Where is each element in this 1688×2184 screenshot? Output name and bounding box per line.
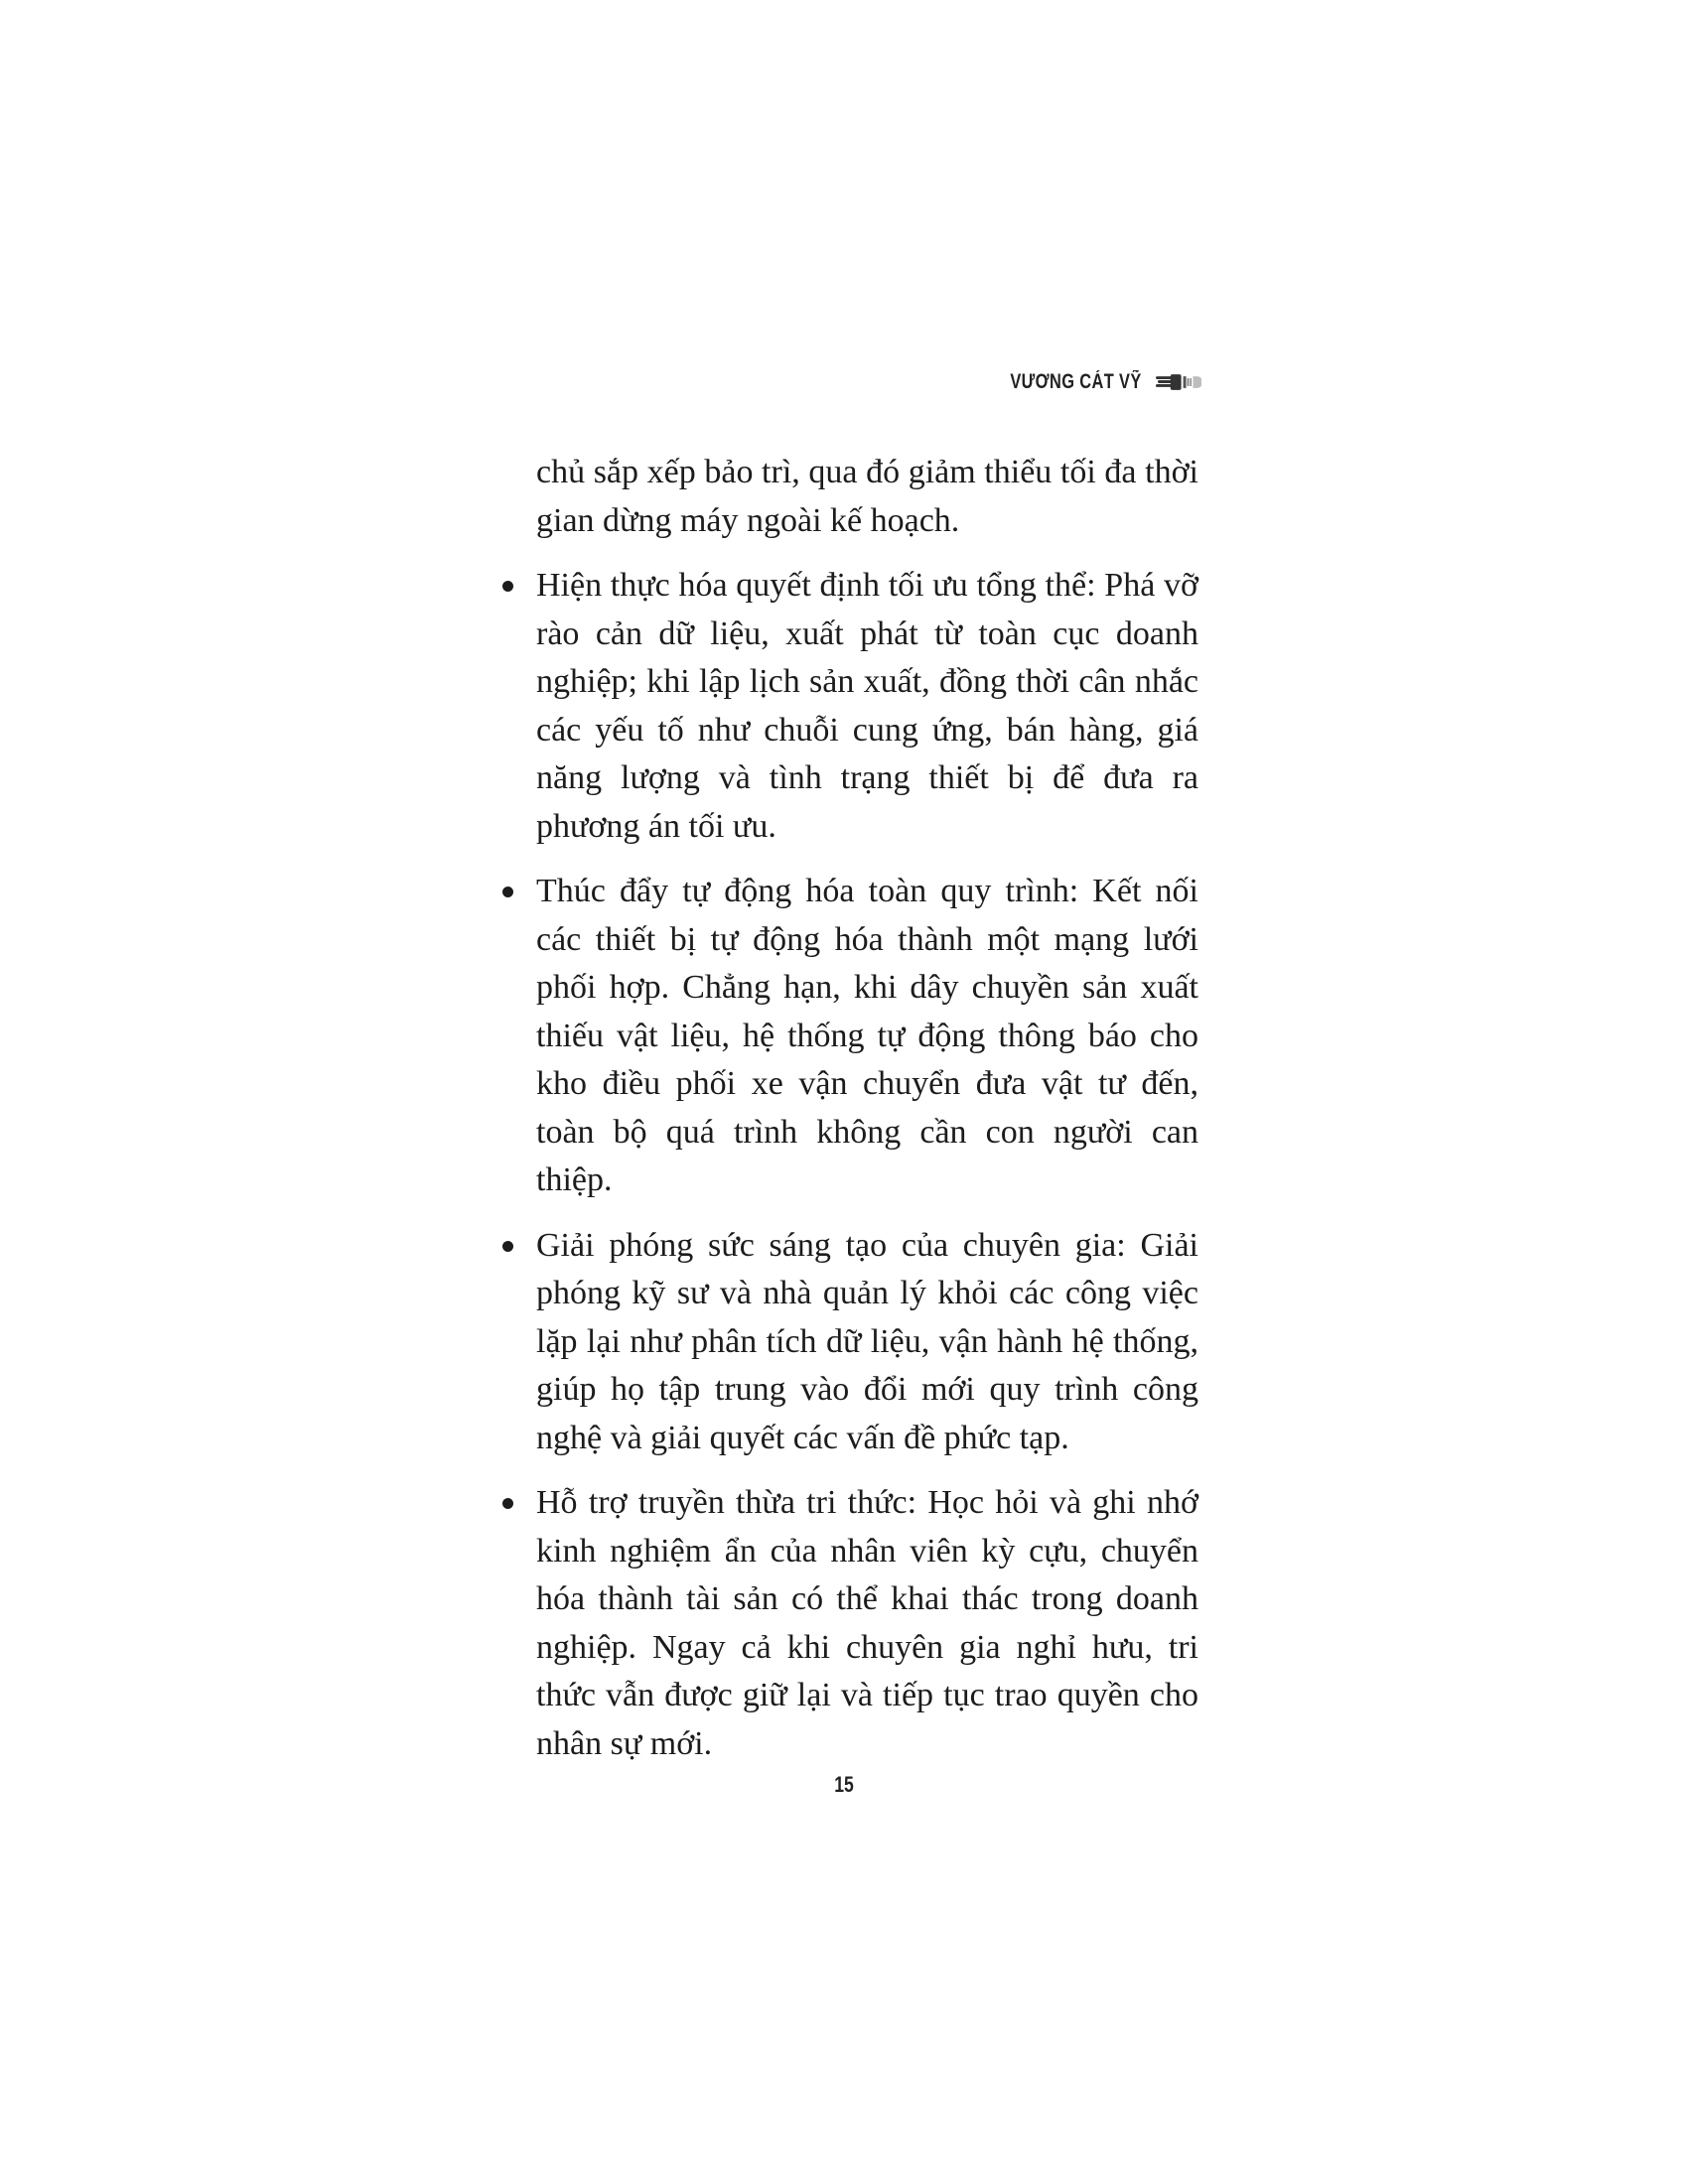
list-item [536,1479,1198,1768]
bullet-icon [502,1498,513,1509]
bullet-icon [502,887,513,897]
page-number: 15 [834,1772,854,1797]
list-item-text: Hiện thực hóa quyết định tối ưu tổng thể: Phá vỡ rào cản dữ liệu, xuất phát từ toàn cục doanh nghiệp; khi lập lịch sản xuất, đồng thời cân nhắc các yếu tố như chuỗi cung ứng, bán hàng, giá năng lượng và tình trạng thiết bị để đưa ra phương án tối ưu. [536,567,1198,845]
bullet-icon [502,1241,513,1252]
continuation-paragraph: chủ sắp xếp bảo trì, qua đó giảm thiểu tối đa thời gian dừng máy ngoài kế hoạch. [536,454,1198,539]
list-item-text: Thúc đẩy tự động hóa toàn quy trình: Kết nối các thiết bị tự động hóa thành một mạng lưới phối hợp. Chẳng hạn, khi dây chuyền sản xuất thiếu vật liệu, hệ thống tự động thông báo cho kho điều phối xe vận chuyển đưa vật tư đến, toàn bộ quá trình không cần con người can thiệp. [536,873,1198,1198]
robot-hand-icon [1156,362,1201,402]
bullet-icon [502,581,513,592]
list-item-text: Giải phóng sức sáng tạo của chuyên gia: Giải phóng kỹ sư và nhà quản lý khỏi các công việc lặp lại như phân tích dữ liệu, vận hành hệ thống, giúp họ tập trung vào đổi mới quy trình công nghệ và giải quyết các vấn đề phức tạp. [536,1226,1198,1456]
list-item [536,868,1198,1205]
body-text [536,449,1198,1768]
running-header [973,359,1201,405]
list-item-text: Hỗ trợ truyền thừa tri thức: Học hỏi và ghi nhớ kinh nghiệm ẩn của nhân viên kỳ cựu, chuyển hóa thành tài sản có thể khai thác trong doanh nghiệp. Ngay cả khi chuyên gia nghỉ hưu, tri thức vẫn được giữ lại và tiếp tục trao quyền cho nhân sự mới. [536,1484,1198,1762]
author-name: VƯƠNG CÁT VỸ [1010,370,1142,393]
list-item [536,1222,1198,1463]
bullet-list [536,562,1198,1768]
list-item [536,562,1198,851]
